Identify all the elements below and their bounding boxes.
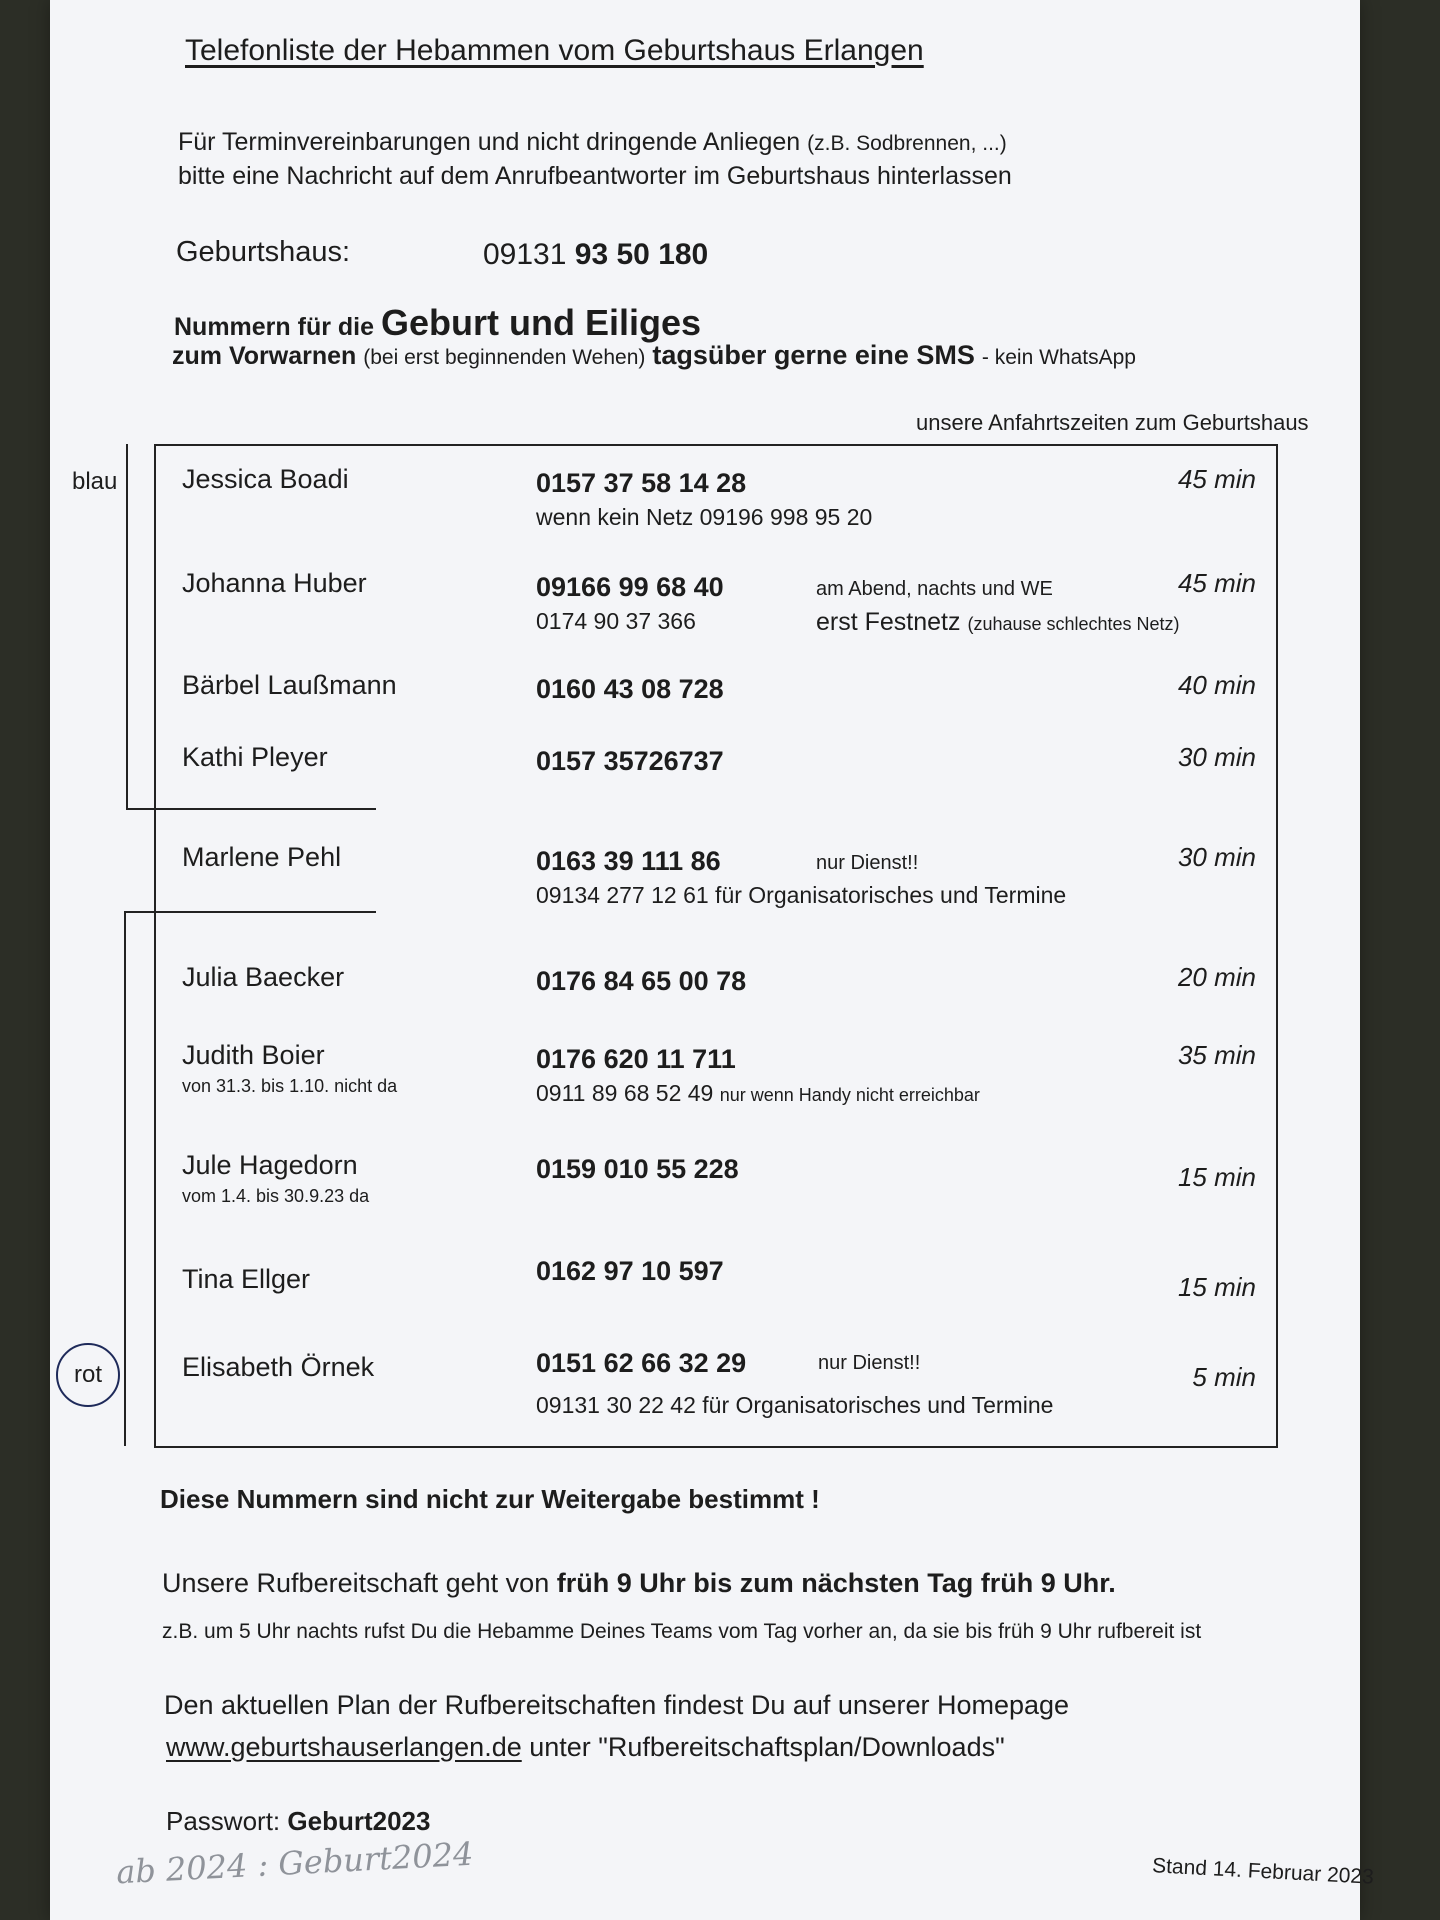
- phone-number: 0176 620 11 711: [536, 1044, 736, 1074]
- geburtshaus-number-main: 93 50 180: [574, 238, 709, 271]
- no-whatsapp-note: - kein WhatsApp: [981, 346, 1136, 369]
- phone-note-2: [816, 608, 1180, 637]
- phone-number: 0157 35726737: [536, 746, 724, 776]
- availability-note: von 31.3. bis 1.10. nicht da: [182, 1076, 398, 1096]
- phone-number: 0157 37 58 14 28: [536, 468, 747, 498]
- urgent-heading: [174, 302, 701, 344]
- travel-time: 20 min: [1177, 962, 1256, 992]
- team-label-red: rot: [56, 1343, 120, 1407]
- phone-number: 0159 010 55 228: [536, 1154, 739, 1184]
- document-page: [50, 0, 1375, 1920]
- midwife-name: Tina Ellger: [182, 1264, 311, 1294]
- homepage-link[interactable]: www.geburtshauserlangen.de: [166, 1732, 522, 1762]
- geburtshaus-label: Geburtshaus:: [176, 236, 351, 268]
- travel-time: 15 min: [1177, 1272, 1256, 1302]
- alt-phone: 09131 30 22 42 für Organisatorisches und Termine: [536, 1392, 1054, 1418]
- alt-phone-note: nur wenn Handy nicht erreichbar: [719, 1085, 980, 1105]
- midwife-name: Kathi Pleyer: [182, 742, 328, 772]
- phone-note: nur Dienst!!: [816, 852, 919, 874]
- alt-phone: 0174 90 37 366: [536, 608, 696, 634]
- team-bracket-red: [124, 911, 126, 1446]
- rufbereitschaft-hours: früh 9 Uhr bis zum nächsten Tag früh 9 Uhr.: [556, 1568, 1116, 1598]
- phone-number: 0176 84 65 00 78: [536, 966, 747, 996]
- midwife-name: Bärbel Laußmann: [182, 670, 397, 700]
- midwife-table: [154, 444, 1278, 1448]
- password-label: Passwort:: [166, 1806, 281, 1836]
- homepage-line: [166, 1732, 1005, 1763]
- midwife-name: Jule Hagedorn: [182, 1150, 358, 1180]
- intro-line-1: [178, 128, 1007, 157]
- alt-phone-number: 0911 89 68 52 49: [536, 1080, 714, 1106]
- plan-note: Den aktuellen Plan der Rufbereitschaften findest Du auf unserer Homepage: [164, 1690, 1070, 1720]
- homepage-suffix: unter "Rufbereitschaftsplan/Downloads": [529, 1732, 1005, 1762]
- phone-note-2-small: (zuhause schlechtes Netz): [967, 614, 1180, 634]
- phone-note: nur Dienst!!: [818, 1352, 921, 1374]
- example-note: z.B. um 5 Uhr nachts rufst Du die Hebamme Deines Teams vom Tag vorher an, da sie bis früh 9 Uhr rufbereit ist: [162, 1620, 1202, 1643]
- vorwarnen-label: zum Vorwarnen: [172, 342, 357, 370]
- travel-time: 40 min: [1177, 670, 1256, 700]
- rufbereitschaft-prefix: Unsere Rufbereitschaft geht von: [162, 1568, 550, 1598]
- travel-time: 15 min: [1177, 1162, 1256, 1192]
- midwife-name: Julia Baecker: [182, 962, 345, 992]
- intro-line-1-small: (z.B. Sodbrennen, ...): [807, 132, 1007, 155]
- phone-number: 0160 43 08 728: [536, 674, 724, 704]
- phone-number: 0163 39 111 86: [536, 846, 721, 876]
- phone-number: 0162 97 10 597: [536, 1256, 724, 1286]
- document-title: Telefonliste der Hebammen vom Geburtshaus Erlangen: [185, 34, 924, 67]
- midwife-name: Jessica Boadi: [182, 464, 349, 494]
- vorwarnen-line: [172, 340, 1136, 371]
- password-value: Geburt2023: [287, 1806, 431, 1836]
- intro-line-2: bitte eine Nachricht auf dem Anrufbeantworter im Geburtshaus hinterlassen: [178, 162, 1012, 190]
- table-time-header: unsere Anfahrtszeiten zum Geburtshaus: [916, 410, 1309, 435]
- rufbereitschaft-line: [162, 1568, 1116, 1599]
- travel-time: 35 min: [1177, 1040, 1256, 1070]
- alt-phone: wenn kein Netz 09196 998 95 20: [536, 504, 873, 530]
- travel-time: 45 min: [1177, 568, 1256, 598]
- alt-phone: 09134 277 12 61 für Organisatorisches und Termine: [536, 882, 1067, 908]
- midwife-name: Judith Boier: [182, 1040, 325, 1070]
- intro-line-1-main: Für Terminvereinbarungen und nicht dringende Anliegen: [178, 128, 801, 156]
- document-date: Stand 14. Februar 2023: [1151, 1854, 1375, 1889]
- alt-phone: [536, 1080, 980, 1107]
- travel-time: 30 min: [1177, 742, 1256, 772]
- phone-note: am Abend, nachts und WE: [816, 578, 1053, 600]
- geburtshaus-number: [483, 238, 708, 272]
- geburtshaus-number-prefix: 09131: [483, 238, 567, 271]
- travel-time: 30 min: [1177, 842, 1256, 872]
- phone-number: 0151 62 66 32 29: [536, 1348, 747, 1378]
- travel-time: 45 min: [1177, 464, 1256, 494]
- confidential-warning: Diese Nummern sind nicht zur Weitergabe bestimmt !: [160, 1484, 820, 1514]
- midwife-name: Johanna Huber: [182, 568, 367, 598]
- phone-number: 09166 99 68 40: [536, 572, 724, 602]
- sms-note: tagsüber gerne eine SMS: [652, 340, 975, 370]
- midwife-name: Marlene Pehl: [182, 842, 342, 872]
- phone-note-2-main: erst Festnetz: [816, 608, 961, 636]
- team-label-blue: blau: [72, 468, 118, 495]
- travel-time: 5 min: [1192, 1362, 1256, 1392]
- team-bracket-blue: [126, 444, 128, 808]
- handwritten-note: ab 2024 : Geburt2024: [115, 1834, 475, 1892]
- urgent-big: Geburt und Eiliges: [380, 302, 702, 343]
- password-line: [166, 1806, 430, 1837]
- vorwarnen-note: (bei erst beginnenden Wehen): [363, 346, 646, 369]
- urgent-prefix: Nummern für die: [174, 313, 375, 341]
- availability-note: vom 1.4. bis 30.9.23 da: [182, 1186, 370, 1206]
- midwife-name: Elisabeth Örnek: [182, 1352, 375, 1382]
